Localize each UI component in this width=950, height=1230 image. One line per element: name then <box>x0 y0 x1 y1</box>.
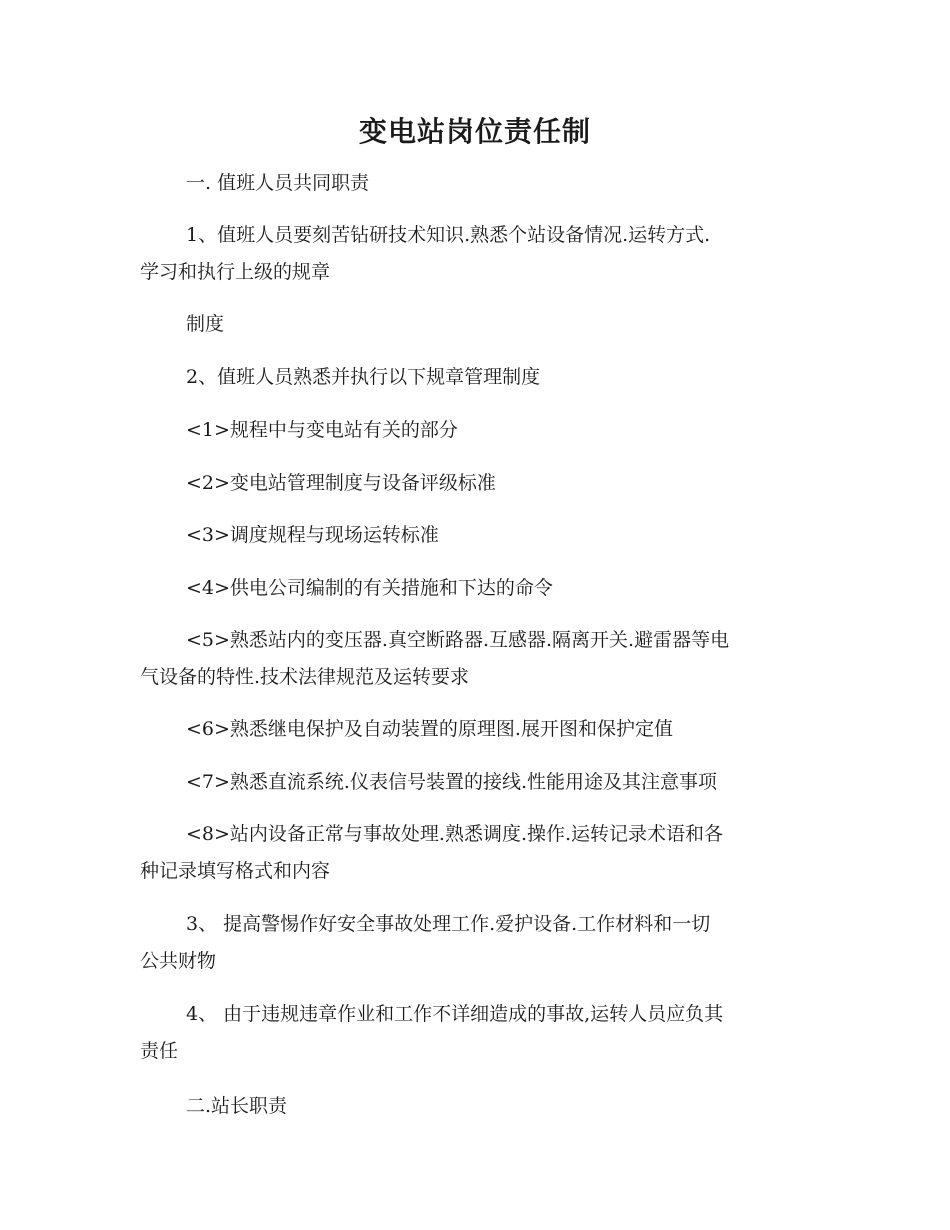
section-heading-1: 一. 值班人员共同职责 <box>186 172 370 194</box>
list-item: <8>站内设备正常与事故处理.熟悉调度.操作.运转记录术语和各 <box>186 823 724 845</box>
paragraph-line: 制度 <box>186 313 225 335</box>
list-item-continuation: 种记录填写格式和内容 <box>140 860 331 882</box>
list-item: <7>熟悉直流系统.仪表信号装置的接线.性能用途及其注意事项 <box>186 771 718 793</box>
list-item: <5>熟悉站内的变压器.真空断路器.互感器.隔离开关.避雷器等电 <box>186 629 730 651</box>
paragraph-line: 4、 由于违规违章作业和工作不详细造成的事故,运转人员应负其 <box>186 1003 724 1025</box>
paragraph-line: 责任 <box>140 1040 179 1062</box>
paragraph-line: 学习和执行上级的规章 <box>140 261 331 283</box>
list-item: <6>熟悉继电保护及自动装置的原理图.展开图和保护定值 <box>186 718 673 740</box>
paragraph-line: 3、 提高警惕作好安全事故处理工作.爱护设备.工作材料和一切 <box>186 913 711 935</box>
list-item: <4>供电公司编制的有关措施和下达的命令 <box>186 577 553 599</box>
document-title: 变电站岗位责任制 <box>358 115 591 148</box>
section-heading-2: 二.站长职责 <box>186 1095 288 1117</box>
paragraph-line: 2、值班人员熟悉并执行以下规章管理制度 <box>186 366 541 388</box>
paragraph-line: 公共财物 <box>140 950 217 972</box>
list-item-continuation: 气设备的特性.技术法律规范及运转要求 <box>140 666 470 688</box>
paragraph-line: 1、值班人员要刻苦钻研技术知识.熟悉个站设备情况.运转方式. <box>186 224 711 246</box>
list-item: <1>规程中与变电站有关的部分 <box>186 419 458 441</box>
list-item: <3>调度规程与现场运转标准 <box>186 524 439 546</box>
list-item: <2>变电站管理制度与设备评级标准 <box>186 472 496 494</box>
